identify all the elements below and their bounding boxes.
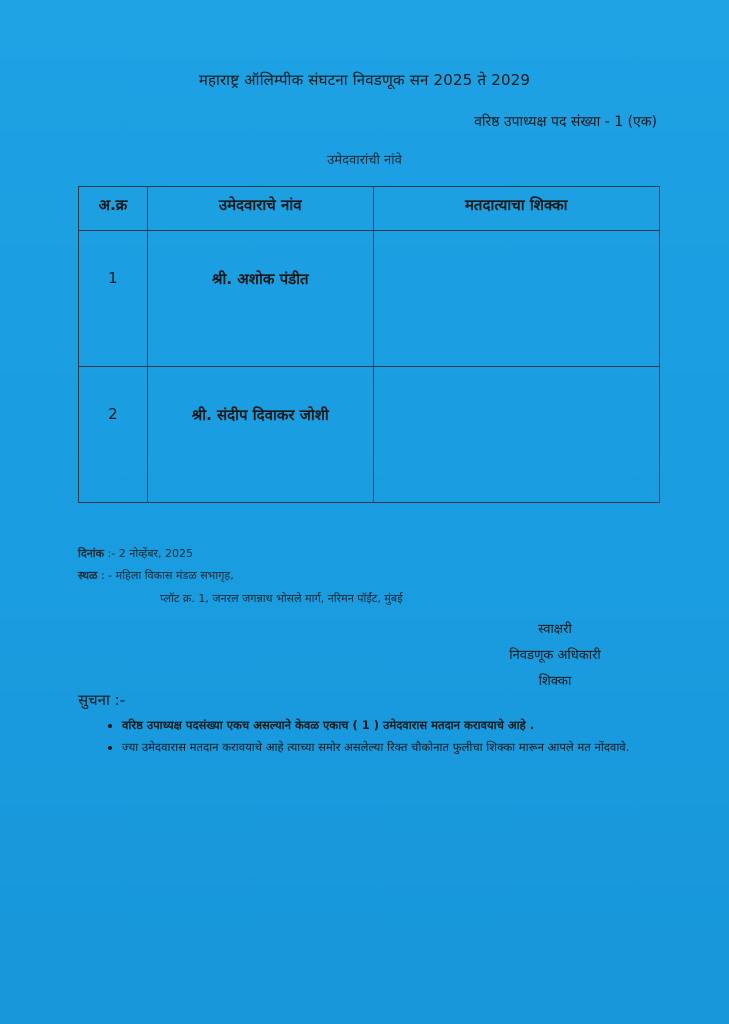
table-row [79, 367, 660, 503]
header-voter-stamp: मतदात्याचा शिक्का [373, 187, 659, 231]
election-officer-label: निवडणूक अधिकारी [509, 648, 601, 663]
date-value: :- 2 नोव्हेंबर, 2025 [107, 547, 194, 560]
post-count: वरिष्ठ उपाध्यक्ष पद संख्या - 1 (एक) [474, 114, 657, 130]
venue-value: : - महिला विकास मंडळ सभागृह, [100, 569, 234, 582]
note-item: • ज्या उमेदवारास मतदान करावयाचे आहे त्याच्या समोर असलेल्या रिक्त चौकोनात फुलीचा शिक्का मारून आपले मत नोंदवावे. [122, 736, 682, 758]
stamp-label: शिक्का [538, 674, 572, 689]
header-serial: अ.क्र [79, 187, 148, 231]
candidate-list-heading: उमेदवारांची नांवे [327, 153, 402, 168]
venue-address: प्लॉट क्र. 1, जनरल जगन्नाथ भोसले मार्ग, नरिमन पॉईंट, मुंबई [160, 592, 403, 605]
venue-label: स्थळ [78, 569, 98, 582]
table-header-row [79, 187, 660, 231]
table-row [79, 231, 660, 367]
notes-title: सुचना :- [78, 691, 126, 709]
stamp-box[interactable] [373, 231, 659, 367]
venue-line [78, 568, 234, 583]
serial-number: 1 [79, 231, 148, 367]
candidate-name: श्री. संदीप दिवाकर जोशी [147, 367, 373, 503]
note-item: • वरिष्ठ उपाध्यक्ष पदसंख्या एकच असल्याने केवळ एकाच ( 1 ) उमेदवारास मतदान करावयाचे आहे . [122, 714, 682, 736]
signature-label: स्वाक्षरी [538, 622, 572, 637]
stamp-box[interactable] [373, 367, 659, 503]
ballot-table [78, 186, 660, 503]
header-candidate-name: उमेदवाराचे नांव [147, 187, 373, 231]
date-line [78, 546, 193, 561]
date-label: दिनांक [78, 547, 105, 560]
notes-list [96, 714, 682, 758]
election-title: महाराष्ट्र ऑलिम्पीक संघटना निवडणूक सन 2025 ते 2029 [198, 71, 531, 89]
candidate-name: श्री. अशोक पंडीत [147, 231, 373, 367]
signature-block [470, 617, 640, 695]
serial-number: 2 [79, 367, 148, 503]
